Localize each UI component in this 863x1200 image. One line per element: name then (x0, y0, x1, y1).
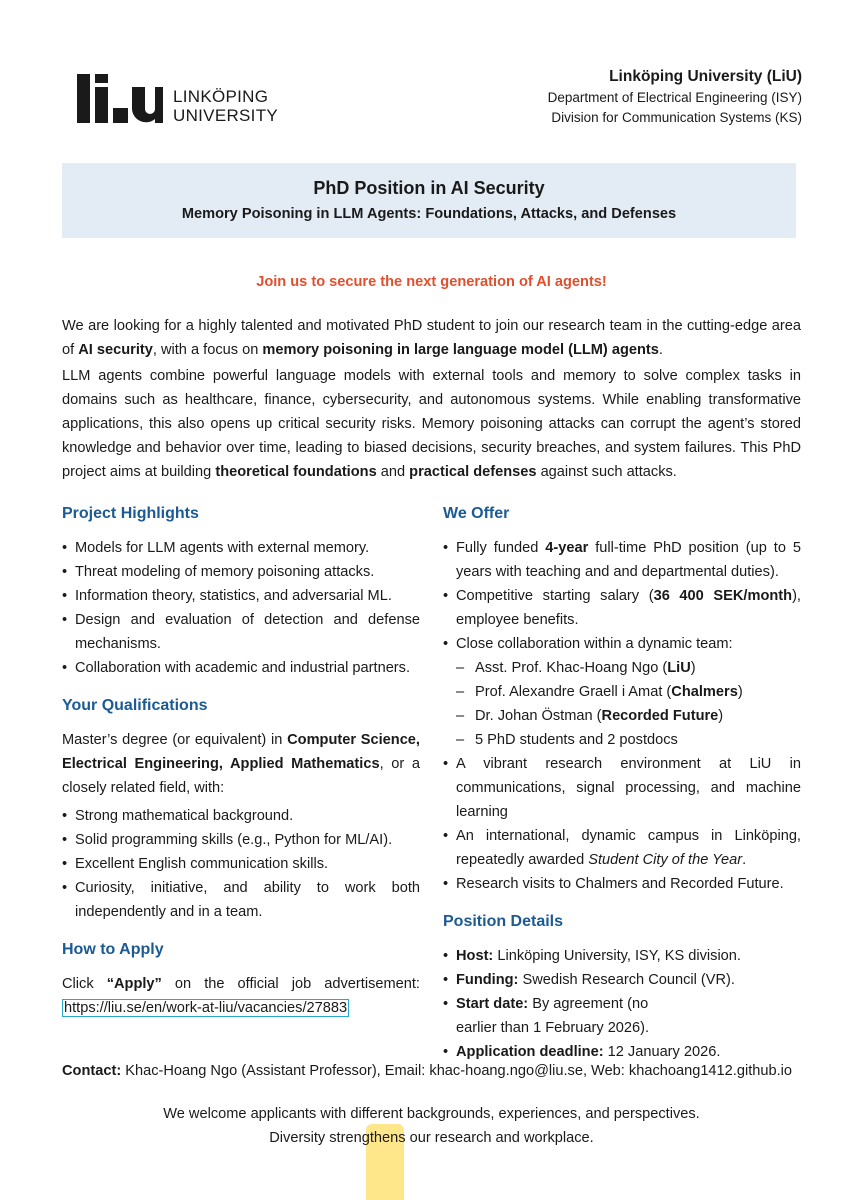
page-subtitle: Memory Poisoning in LLM Agents: Foundations, Attacks, and Defenses (181, 206, 677, 222)
qualifications-heading: Your Qualifications (62, 697, 208, 714)
closing-line-2: Diversity strengthens our research and workplace. (269, 1130, 594, 1146)
list-item: • Curiosity, initiative, and ability to work both independently and in a team. (62, 880, 420, 920)
highlights-heading: Project Highlights (62, 505, 199, 522)
list-item: • Models for LLM agents with external memory. (62, 540, 370, 556)
list-item: • Research visits to Chalmers and Recorded Future. (443, 876, 784, 892)
list-item: • Strong mathematical background. (62, 808, 294, 824)
team-member: – Asst. Prof. Khac-Hoang Ngo (LiU) (456, 660, 696, 676)
details-heading: Position Details (443, 913, 564, 930)
logo-line-1: LINKÖPING (173, 87, 269, 106)
list-item: • Start date: By agreement (no earlier than 1 February 2026). (443, 996, 650, 1036)
division-name: Division for Communication Systems (KS) (551, 110, 802, 125)
logo-wordmark (173, 87, 278, 125)
list-item: • Threat modeling of memory poisoning attacks. (62, 564, 375, 580)
list-item: • A vibrant research environment at LiU in communications, signal processing, and machine learning (443, 756, 801, 820)
liu-logo (77, 74, 163, 128)
list-item: • Design and evaluation of detection and defense mechanisms. (62, 612, 420, 652)
logo-line-2: UNIVERSITY (173, 106, 279, 125)
offer-list (443, 536, 801, 656)
apply-heading: How to Apply (62, 941, 164, 958)
intro (62, 314, 801, 486)
list-item: • Information theory, statistics, and adversarial ML. (62, 588, 392, 604)
team-member: – Prof. Alexandre Graell i Amat (Chalmers) (456, 684, 743, 700)
closing-line-1: We welcome applicants with different backgrounds, experiences, and perspectives. (163, 1106, 700, 1122)
intro-paragraph-2: LLM agents combine powerful language models with external tools and memory to solve complex tasks in domains such as healthcare, finance, cybersecurity, and autonomous systems. While enabling transformative applications, this also opens up critical security risks. Memory poisoning attacks can corrupt the agent’s stored knowledge and behavior over time, leading to biased decisions, security breaches, and system failures. This PhD project aims at building theoretical foundations and practical defenses against such attacks. (62, 368, 801, 480)
list-item: • An international, dynamic campus in Linköping, repeatedly awarded Student City of the Year. (443, 828, 801, 868)
vacancy-link[interactable]: https://liu.se/en/work-at-liu/vacancies/27883 (64, 1000, 348, 1016)
department-name: Department of Electrical Engineering (ISY) (547, 90, 802, 105)
team-member: – Dr. Johan Östman (Recorded Future) (456, 708, 724, 724)
offer-list-cont (443, 752, 801, 896)
list-item: • Fully funded 4-year full-time PhD position (up to 5 years with teaching and and departmental duties). (443, 540, 801, 580)
university-name: Linköping University (LiU) (609, 68, 802, 85)
list-item: • Host: Linköping University, ISY, KS division. (443, 948, 741, 964)
list-item: • Excellent English communication skills. (62, 856, 329, 872)
offer-heading: We Offer (443, 505, 510, 522)
list-item: • Competitive starting salary (36 400 SEK/month), employee benefits. (443, 588, 801, 628)
title-box (62, 163, 796, 238)
list-item: • Funding: Swedish Research Council (VR). (443, 972, 735, 988)
right-column (443, 502, 801, 1064)
university-block (548, 66, 802, 128)
list-item: • Collaboration with academic and industrial partners. (62, 660, 411, 676)
highlights-list (62, 536, 420, 680)
closing-statement (62, 1102, 801, 1150)
intro-paragraph-1: We are looking for a highly talented and motivated PhD student to join our research team in the cutting-edge area of AI security, with a focus on memory poisoning in large language model (LLM) agents. (62, 318, 801, 358)
list-item: • Application deadline: 12 January 2026. (443, 1044, 721, 1060)
apply-text: Click “Apply” on the official job advertisement: https://liu.se/en/work-at-liu/vacancies/27883 (62, 976, 420, 1016)
list-item: • Solid programming skills (e.g., Python for ML/AI). (62, 832, 393, 848)
contact-line: Contact: Khac-Hoang Ngo (Assistant Professor), Email: khac-hoang.ngo@liu.se, Web: khachoang1412.github.io (62, 1063, 793, 1079)
qualifications-lead: Master’s degree (or equivalent) in Computer Science, Electrical Engineering, Applied Mathematics, or a closely related field, with: (62, 732, 420, 796)
page-title: PhD Position in AI Security (313, 178, 545, 198)
team-list (443, 656, 801, 752)
list-item: • Close collaboration within a dynamic team: (443, 636, 733, 652)
left-column (62, 502, 420, 1020)
details-list (443, 944, 801, 1064)
tagline: Join us to secure the next generation of AI agents! (256, 274, 607, 290)
team-member: – 5 PhD students and 2 postdocs (456, 732, 678, 748)
qualifications-list (62, 804, 420, 924)
